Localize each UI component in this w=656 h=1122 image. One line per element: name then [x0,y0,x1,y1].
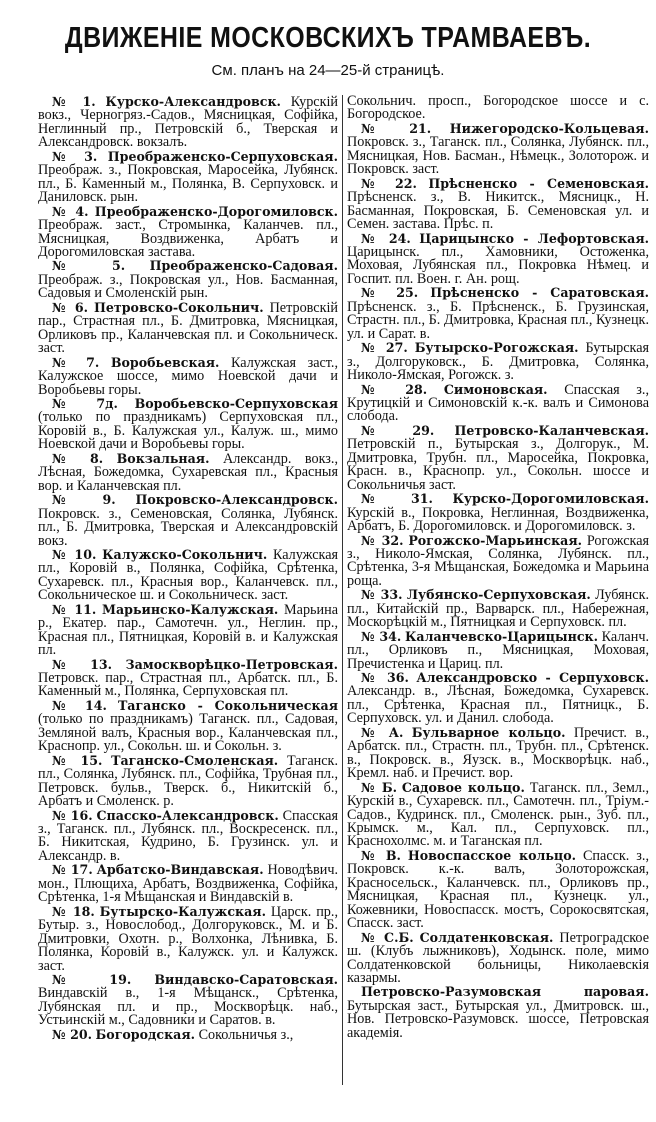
route-stops: Петровскій п., Бутырская з., Долгорук., М. Дмитровка, Трубн. пл., Маросейка, Покровка, Красн. в., Краснопр. ул., Сокольн. шоссе и Сокольничья заст. [347,436,649,493]
route-stops: Спасская з., Крутицкій и Симоновскій к.-к. валъ и Симонова слобода. [347,381,650,425]
route-entry [347,588,649,629]
route-number: № 11. [52,601,97,617]
route-name: Лубянско-Серпуховская. [406,587,591,603]
route-stops: Бутырская з., Долгоруковск., Б. Дмитровка, Солянка, Николо-Ямская, Рогожск. з. [347,340,650,384]
route-name: Вокзальная. [116,450,210,466]
route-number: № 31. [361,491,433,507]
route-number: № 24. [361,230,411,246]
route-entry [347,849,649,931]
route-name: Новоспасское кольцо. [407,847,577,863]
route-stops: Курскій в., Покровка, Неглинная, Воздвиженка, Арбатъ, Б. Дорогомиловск. и Дорогомиловск. з. [347,504,649,535]
route-entry [347,177,649,232]
route-number: № 3. [52,148,98,164]
route-stops: Виндавскій в., 1-я Мѣщанск., Срѣтенка, Лубянская пл. и пр., Москворѣцк. наб., Устьинскій м., Садовники и Саратов. в. [38,985,338,1029]
route-stops: Прѣсненск. з., Б. Прѣсненск., Б. Грузинская, Страстн. пл., Б. Дмитровка, Красная пл., Кузнецк. ул. и Сарат. в. [347,298,649,342]
route-stops: (только по праздникамъ) Таганск. пл., Садовая, Земляной валъ, Красныя вор., Каланчевская пл., Краснопр. ул., Сокольн. ш. и Сокольн. з. [38,711,338,755]
route-name: Таганско - Сокольническая [117,697,339,713]
route-number: № 15. [52,752,103,768]
route-number: № 29. [361,422,435,438]
route-name: Покровско-Александровск. [135,492,338,508]
route-number: № 4. [52,203,89,219]
route-stops: Бутырская заст., Бутырская ул., Дмитровск. ш., Нов. Петровско-Разумовск. шоссе, Петровская академія. [347,997,649,1041]
route-number: № 22. [361,175,417,191]
route-name: Преображенско-Садовая. [149,258,338,274]
route-entry [347,781,649,849]
route-stops: Марьина р., Екатер. пар., Самотечн. ул., Неглин. пр., Красная пл., Пятницкая, Коровій в. и Калужская пл. [38,601,339,659]
route-stops: Спасская з., Таганск. пл., Лубянск. пл., Воскресенск. пл., Б. Никитская, Кудрино, Б. Грузинск. ул. и Александр. в. [38,807,339,864]
route-stops: Царицынск. пл., Хамовники, Остоженка, Моховая, Лубянская пл., Покровка Нѣмец. и Госпит. пл. Воен. г. Ан. рощ. [347,243,649,287]
route-stops: Александр. вокз., Лѣсная, Божедомка, Сухаревская пл., Красныя вор. и Каланчевская пл. [38,450,339,494]
route-number: № 33. [361,587,403,603]
route-number: № 14. [52,697,107,713]
route-number: № 1. [52,94,96,109]
route-entry [38,809,338,864]
route-stops: Таганск. пл., Солянка, Лубянск. пл., Софійка, Трубная пл., Петровск. бульв., Тверск. б., Никитскій б., Арбатъ и Смоленск. р. [38,752,338,810]
route-stops: Преображ. заст., Стромынка, Каланчев. пл., Мясницкая, Воздвиженка, Арбатъ и Дорогомиловская застава. [38,217,338,260]
route-name: Калужско-Сокольнич. [102,546,268,562]
route-number: № 18. [52,903,95,919]
route-name: Царицынско - Лефортовская. [419,230,650,246]
route-name: Прѣсненско - Саратовская. [430,285,650,301]
route-stops: Рогожская з., Николо-Ямская, Солянка, Лубянск. пл., Срѣтенка, 3-я Мѣщанская, Божедомка и Марьина роща. [347,532,650,589]
route-stops: Лубянск. пл., Китайскій пр., Варварск. пл., Набережная, Москорѣцкій м., Пятницкая и Серпуховск. пл. [347,587,650,631]
route-stops: Калужская пл., Коровій в., Полянка, Софійка, Срѣтенка, Сухаревск. пл., Красныя вор., Каланчевск. пл., Сокольническое ш. и Сокольническ. заст. [38,546,339,604]
route-entry [38,397,338,452]
route-name: Таганско-Смоленская. [111,752,279,768]
route-entry [38,905,338,973]
route-stops: Петровск. пар., Страстная пл., Арбатск. пл., Б. Каменный м., Полянка, Серпуховская пл. [38,670,338,700]
route-stops: Пречист. в., Арбатск. пл., Страстн. пл., Трубн. пл., Срѣтенск. в., Покровск. в., Яузск. в., Москворѣцк. наб., Кремл. наб. и Пречист. вор. [347,724,650,782]
route-stops: Петроградское ш. (Клубъ лыжниковъ), Ходынск. поле, мимо Солдатенковской больницы, Николаевскія казармы. [347,929,649,986]
route-entry [347,122,649,177]
route-name: Петровско-Разумовская паровая. [361,984,649,1000]
route-stops: Царск. пр., Бутыр. з., Новослобод., Долгоруковск., М. и Б. Дмитровки, Охотн. р., Волхонка, Лѣнивка, Б. Полянка, Коровій в., Калужск. ул. и Калужск. заст. [38,903,338,974]
route-name: Преображенско-Серпуховская. [107,148,338,164]
route-name: Бульварное кольцо. [411,724,566,740]
route-number: № 8. [52,450,104,466]
route-number: № В. [361,847,401,863]
route-stops: Новодѣвич. мон., Плющиха, Арбатъ, Воздвиженка, Софійка, Срѣтенка, 1-я Мѣщанская и Виндавскій в. [38,862,339,906]
route-entry [38,150,338,205]
route-number: № 28. [361,381,428,397]
route-entry [38,356,338,397]
route-entry [38,301,338,356]
route-name: Садовое кольцо. [401,779,525,795]
route-stops: (только по праздникамъ) Серпуховская пл., Коровій в., Б. Калужская ул., Калуж. ш., мимо Ноевской дачи и Воробьевы горы. [38,409,338,453]
route-name: Петровско-Каланчевская. [454,422,650,438]
route-name: Александровско - Серпуховск. [416,670,650,686]
route-stops: Преображ. з., Покровская ул., Нов. Басманная, Садовыя и Смоленскій рын. [38,271,338,302]
route-entry [347,424,649,492]
route-entry [347,341,649,382]
route-stops: Курскій вокз., Черногряз.-Садов., Мясницкая, Софійка, Неглинный пр., Петровскій б., Тверская и Александровск. вокзалъ. [38,94,339,151]
route-number: № 19. [52,972,132,987]
route-stops: Преображ. з., Покровская, Маросейка, Лубянск. пл., Б. Каменный м., Полянка, В. Серпуховск. и Даниловск. рын. [38,162,338,206]
route-stops: Спасск. з., Покровск. к.-к. валъ, Золоторожская, Красносельск., Каланчевск. пл., Орликовъ пр., Мясницкая, Красная пл., Кузнецк. ул., Кожевники, Новоспасск. мостъ, Сорокосвятская, Спасск. заст. [347,847,650,932]
route-stops: Покровск. з., Семеновская, Солянка, Лубянск. пл., Б. Дмитровка, Тверская и Александровскій вокз. [38,505,338,549]
route-entry [38,863,338,904]
route-entry [38,1028,338,1042]
route-number: № 6. [52,299,89,315]
route-name: Спасско-Александровск. [96,807,279,823]
route-name: Воробьевско-Серпуховская [134,395,338,411]
column-divider [342,95,343,1085]
route-number: № Б. [361,779,397,795]
route-stops: Прѣсненск. з., В. Никитск., Мясницк., Н. Басманная, Покровская, Б. Семеновская ул. и Семен. застава. Прѣс. п. [347,189,649,233]
page-subtitle: См. планъ на 24—25-й страницѣ. [211,62,445,79]
route-number: № 13. [52,656,112,672]
route-name: Нижегородско-Кольцевая. [449,120,649,136]
route-number: № 5. [52,258,126,274]
route-stops: Сокольничья з., [198,1026,294,1043]
route-name: Марьинско-Калужская. [102,601,279,617]
route-name: Бутырско-Калужская. [99,903,266,919]
route-number: № 32. [361,532,404,548]
route-entry [38,603,338,658]
route-entry [347,383,649,424]
route-name: Виндавско-Саратовская. [154,972,339,987]
route-entry [38,493,338,548]
route-entry [347,232,649,287]
route-number: № 9. [52,492,116,508]
route-name: Симоновская. [443,381,548,397]
route-number: № 7. [52,354,100,370]
route-number: № А. [361,724,404,740]
route-entry [347,726,649,781]
route-entry [38,95,338,150]
route-number: № 7д. [52,395,118,411]
route-name: Петровско-Сокольнич. [94,299,264,315]
route-stops: Калужская заст., Калужское шоссе, мимо Ноевской дачи и Воробьевы горы. [38,354,339,398]
route-entry [38,658,338,699]
route-entry [347,492,649,533]
route-entry [38,548,338,603]
route-entry [38,699,338,754]
left-column [38,95,338,1042]
route-number: № 34. [361,628,402,644]
route-name: Прѣсненско - Семеновская. [428,175,650,191]
route-name: Солдатенковская. [419,929,554,945]
route-number: № 21. [361,120,432,136]
route-stops: Каланч. пл., Орликовъ п., Мясницкая, Моховая, Пречистенка и Цариц. пл. [347,628,650,672]
route-stops: Петровскій пар., Страстная пл., Б. Дмитровка, Мясницкая, Орликовъ пр., Каланчевская пл. и Сокольническ. заст. [38,299,339,357]
route-entry [347,985,649,1040]
route-number: № 17. [52,862,93,878]
route-entry [38,205,338,260]
route-name: Курско-Александровск. [105,94,281,109]
route-entry [38,754,338,809]
route-number: № 16. [52,807,93,823]
route-entry [347,671,649,726]
page-title: ДВИЖЕНІЕ МОСКОВСКИХЪ ТРАМВАЕВЪ. [64,22,592,54]
route-continuation: Сокольнич. просп., Богородское шоссе и с. Богородское. [347,93,649,123]
route-stops: Покровск. з., Таганск. пл., Солянка, Лубянск. пл., Мясницкая, Нов. Басман., Нѣмецк., Золоторож. и Покровск. заст. [347,134,649,178]
route-entry [38,259,338,300]
route-number: № 10. [52,546,97,562]
route-name: Бутырско-Рогожская. [414,340,579,356]
route-number: № С.Б. [361,929,414,945]
route-number: № 36. [361,670,409,686]
route-name: Арбатско-Виндавская. [96,862,264,878]
route-entry [347,286,649,341]
route-name: Каланчевско-Царицынск. [404,628,598,644]
route-stops: Александр. в., Лѣсная, Божедомка, Сухаревск. пл., Срѣтенка, Красная пл., Пятницк., Б. Серпуховск. ул. и Данил. слобода. [347,683,649,727]
right-column [347,95,649,1040]
route-entry [347,630,649,671]
route-entry [38,973,338,1028]
route-entry [347,931,649,986]
route-number: № 20. [52,1026,92,1042]
route-name: Курско-Дорогомиловская. [452,491,649,507]
route-stops: Таганск. пл., Земл., Курскій в., Сухаревск. пл., Самотечн. пл., Тріум.-Садов., Кудринск. пл., Смоленск. рын., Зуб. пл., Крымск. м., Кал. пл., Серпуховск. пл., Краснохолмс. м. и Таганская пл. [347,779,650,850]
route-name: Преображенско-Дорогомиловск. [94,203,338,219]
route-name: Богородская. [95,1026,196,1042]
route-name: Воробьевская. [110,354,220,370]
route-name: Рогожско-Марьинская. [408,532,583,548]
route-entry [347,534,649,589]
route-name: Замоскворѣцко-Петровская. [125,656,338,672]
route-number: № 27. [361,340,408,356]
route-entry [38,452,338,493]
route-number: № 25. [361,285,419,301]
